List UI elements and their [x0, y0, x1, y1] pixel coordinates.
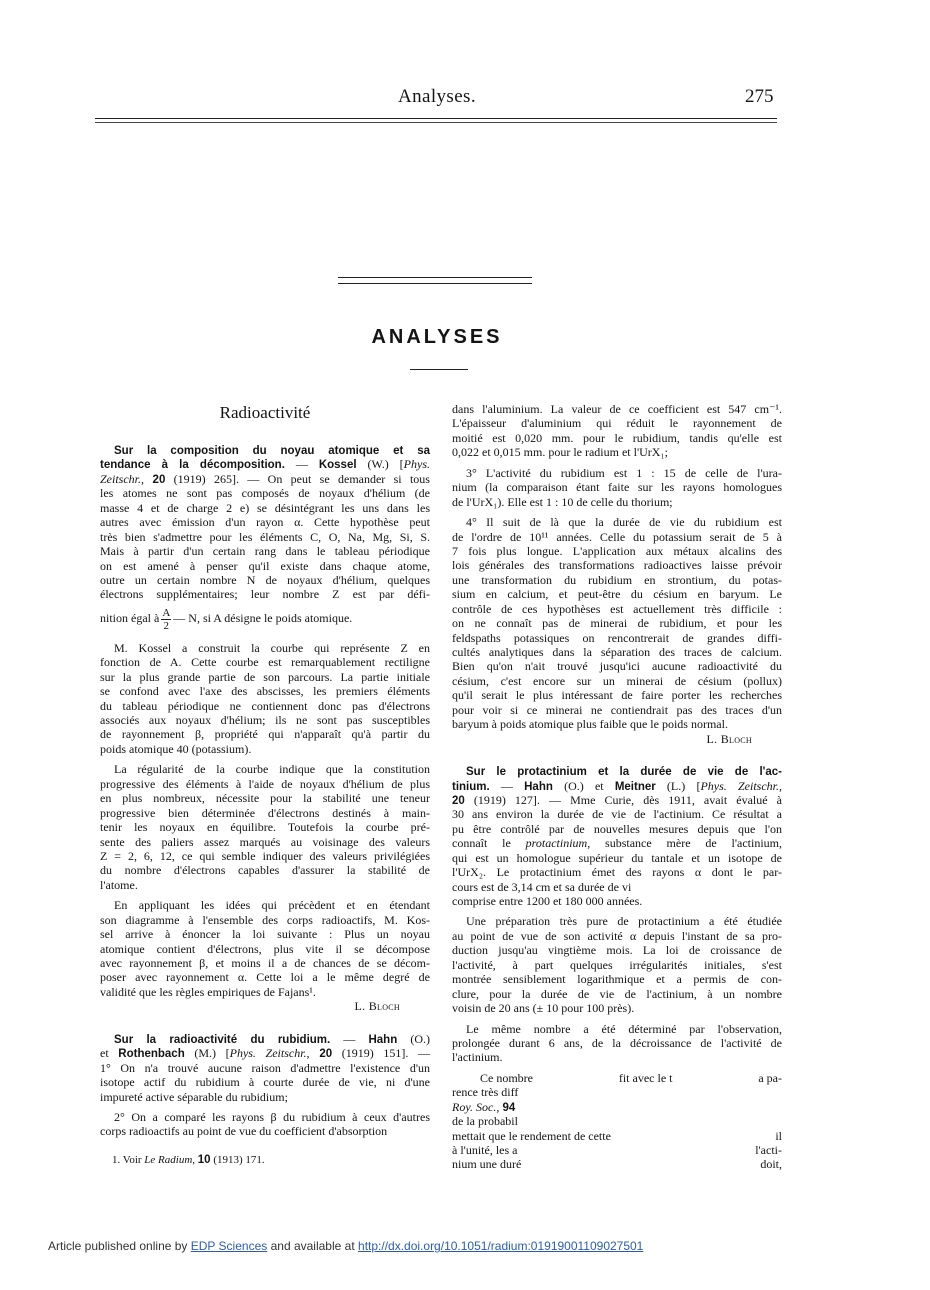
faded-text-line — [452, 1143, 782, 1157]
text-line — [452, 779, 782, 793]
text-span: (1919) 151]. — — [332, 1046, 430, 1061]
paragraph — [452, 1071, 782, 1172]
text-span: (1913) 171. — [210, 1154, 265, 1166]
text-line: Bien qu'on n'ait trouvé jusqu'ici aucune radioactivité du — [452, 659, 782, 674]
text-line: duction jusqu'au vingtième mois. La loi de croissance de — [452, 943, 782, 958]
text-span: — — [489, 778, 525, 793]
right-column — [452, 402, 782, 1172]
text-line: poser avec rayonnement α. Cette loi a le même degré de — [100, 970, 430, 985]
publication-notice — [48, 1238, 643, 1254]
text-line: du nombre d'électrons capables d'assurer la stabilité de — [100, 863, 430, 878]
text-span: — — [330, 1031, 369, 1046]
author-signature: L. Bloch — [706, 731, 752, 746]
text-span: nition égal à — [100, 610, 160, 625]
text-line: au point de vue de son activité α depuis l'instant de sa pro- — [452, 928, 782, 943]
article — [452, 402, 782, 746]
text-fragment: de la probabil — [452, 1114, 518, 1129]
text-line: avec rayonnement β, et moins il a de chances de se décom- — [100, 956, 430, 970]
text-line: de rayonnement β, propriété qui n'apparaît qu'à partir du — [100, 727, 430, 742]
ornament-double-rule — [338, 277, 532, 284]
text-line: fonction de A. Cette courbe est remarquablement rectiligne — [100, 655, 430, 670]
text-line: associés aux noyaux d'hélium; ils ne sont pas susceptibles — [100, 713, 430, 727]
text-line: masse 4 et de charge 2 e) se désintégrant les uns dans les — [100, 500, 430, 515]
text-line: La régularité de la courbe indique que la constitution — [114, 762, 430, 777]
text-line: prolongée durant 6 ans, de la décroissance de l'activité de — [452, 1035, 782, 1050]
article — [452, 764, 782, 1172]
text-line: poids atomique 40 (potassium). — [100, 741, 252, 756]
text-span: Sur la radioactivité du rubidium. — [114, 1033, 331, 1046]
text-line — [100, 1046, 430, 1060]
text-span: tendance à la décomposition. — [100, 459, 285, 472]
text-span: , — [192, 1154, 198, 1166]
text-line — [100, 443, 430, 457]
text-line: outre un certain nombre N de noyaux d'hélium, quelques — [100, 572, 430, 587]
text-line — [452, 793, 782, 807]
text-span: (L.) [ — [655, 778, 701, 793]
text-span: Sur le protactinium et la durée de vie de l'ac- — [466, 766, 782, 779]
faded-text-line — [452, 1085, 782, 1099]
text-line: nium (la comparaison étant faite sur les rayons homologues — [452, 480, 782, 495]
text-span: Phys. Zeitschr., — [229, 1046, 310, 1061]
author-signature: L. Bloch — [354, 999, 400, 1014]
faded-text-line — [452, 880, 782, 894]
text-line: 3° L'activité du rubidium est 1 : 15 de celle de l'ura- — [466, 465, 782, 480]
text-line: on est amené à penser qu'il existe dans chaque atome, — [100, 558, 430, 573]
article — [100, 443, 430, 1014]
article — [100, 1032, 430, 1139]
text-line: se confond avec l'axe des abscisses, les premiers éléments — [100, 684, 430, 699]
text-line: tenir les noyaux en équilibre. Toutefois la courbe pré- — [100, 820, 430, 835]
text-line: feldspaths potassiques on rencontrerait de grandes diffi- — [452, 630, 782, 645]
section-title: ANALYSES — [371, 326, 503, 348]
text-line: pu être contrôlé par de nouvelles mesures depuis que l'on — [452, 821, 782, 836]
text-line: sente des paliers assez marqués au voisinage des valeurs — [100, 834, 430, 849]
text-span: Phys. — [403, 457, 430, 472]
fraction-numerator: A — [162, 606, 171, 619]
text-line: M. Kossel a construit la courbe qui représente Z en — [114, 640, 430, 655]
publisher-link[interactable]: EDP Sciences — [190, 1239, 268, 1253]
text-line: progressive bien déterminée d'électrons destinés à main- — [100, 805, 430, 820]
paragraph — [452, 1022, 782, 1065]
page-number: 275 — [745, 86, 774, 107]
text-line: de l'ordre de 10¹¹ années. Celle du potassium serait de 5 à — [452, 529, 782, 544]
text-line: atomique contient d'électrons, plus vite il se décompose — [100, 941, 430, 956]
text-line — [100, 472, 430, 486]
faded-text-line — [452, 1157, 782, 1171]
paragraph — [100, 641, 430, 757]
text-span: Phys. Zeitschr., — [700, 778, 782, 793]
text-line: les atomes ne sont pas composés de noyaux d'hélium (de — [100, 486, 430, 501]
text-span: Roy. Soc., — [452, 1099, 500, 1114]
text-line: 2° On a comparé les rayons β du rubidium à ceux d'autres — [114, 1109, 430, 1124]
text-line: contrôle de ces hypothèses est actuellement très difficile : — [452, 601, 782, 616]
text-span: protactinium — [525, 836, 588, 851]
text-line: l'UrX₂. Le protactinium émet des rayons α dont le par- — [452, 865, 782, 880]
text-span: , substance mère de l'actinium, — [587, 836, 782, 851]
text-line: l'activité, à part quelques irrégularités initiales, s'est — [452, 957, 782, 972]
text-line: sur la plus grande partie de son parcours. La partie initiale — [100, 669, 430, 684]
text-span: (O.) — [397, 1031, 430, 1046]
text-line: Une préparation très pure de protactinium a été étudiée — [466, 914, 782, 929]
text-line — [100, 1032, 430, 1046]
paragraph — [100, 1032, 430, 1104]
text-span: (W.) [ — [356, 457, 404, 472]
text-line: 0,022 et 0,015 mm. pour le radium et l'UrX₁; — [452, 445, 668, 460]
text-span: 1. Voir — [112, 1154, 145, 1166]
header-double-rule — [95, 118, 777, 123]
text-line: cultés analytiques dans la séparation des traces de calcium. — [452, 645, 782, 659]
text-line: très bien s'admettre pour les éléments C, O, Na, Mg, Si, S. — [100, 529, 430, 544]
text-line: L'épaisseur d'aluminium qui réduit le rayonnement de — [452, 416, 782, 431]
text-fragment: à l'unité, les a — [452, 1143, 518, 1157]
text-fragment: rence très diff — [452, 1085, 519, 1100]
text-line: en plus nombreux, nécessite pour la stabilité une teneur — [100, 791, 430, 806]
text-line: on ne connaît pas de minerai de rubidium, et pour les — [452, 616, 782, 631]
text-line — [452, 836, 782, 850]
fraction — [161, 607, 171, 632]
doi-link[interactable]: http://dx.doi.org/10.1051/radium:01919001109027501 — [358, 1239, 644, 1253]
faded-text-line — [452, 1071, 782, 1085]
fraction-denominator: 2 — [163, 619, 170, 632]
text-line: sium en calcium, et peut-être du césium en baryum. Le — [452, 587, 782, 602]
text-line: pour voir si ce minerai ne contiendrait pas des traces d'un — [452, 702, 782, 717]
text-fragment: cours est de 3,14 cm et sa durée de vi — [452, 879, 632, 894]
text-span: Sur la composition du noyau atomique et sa — [114, 445, 430, 457]
footnote — [112, 1153, 265, 1167]
text-line: 30 ans environ la durée de vie de l'actinium. Ce résultat a — [452, 807, 782, 822]
text-line: sel arrive à énoncer la loi suivante : Plus un noyau — [100, 927, 430, 942]
text-line: Mais à partir d'un certain rang dans le tableau périodique — [100, 544, 430, 559]
text-fragment: doit, — [760, 1157, 782, 1172]
text-fragment — [452, 1100, 515, 1114]
text-span: — — [284, 457, 319, 472]
text-line: comprise entre 1200 et 180 000 années. — [452, 894, 643, 908]
running-head: Analyses. — [397, 86, 476, 107]
faded-text-line — [452, 1100, 782, 1114]
text-line: Le même nombre a été déterminé par l'observation, — [466, 1021, 782, 1036]
text-span: 20 — [452, 794, 465, 807]
faded-text-line — [452, 1114, 782, 1128]
text-line: de l'UrX₁). Elle est 1 : 10 de celle du thorium; — [452, 494, 673, 509]
text-span: Rothenbach — [118, 1048, 185, 1061]
text-line: l'actinium. — [452, 1050, 503, 1065]
paragraph — [452, 764, 782, 908]
text-fragment: l'acti- — [755, 1143, 782, 1157]
text-fragment: nium une duré — [452, 1157, 522, 1172]
text-line: dans l'aluminium. La valeur de ce coefficient est 547 cm⁻¹. — [452, 402, 782, 416]
paragraph — [100, 762, 430, 892]
text-span: tinium. — [452, 780, 490, 793]
faded-text-line — [452, 1129, 782, 1143]
paragraph — [100, 443, 430, 635]
left-column — [100, 402, 430, 1139]
text-fragment: mettait que le rendement de cette — [452, 1128, 611, 1143]
text-line: montrée sensiblement logarithmique et a permis de con- — [452, 972, 782, 987]
text-line — [100, 457, 430, 471]
text-line: En appliquant les idées qui précèdent et en étendant — [114, 898, 430, 913]
section-heading: Radioactivité — [219, 403, 311, 422]
text-line: son diagramme à l'ensemble des corps radioactifs, M. Kos- — [100, 912, 430, 927]
paragraph — [452, 466, 782, 509]
text-line: voisin de 20 ans (± 10 pour 100 près). — [452, 1001, 635, 1016]
text-span: (1919) 265]. — On peut se demander si tous — [165, 471, 430, 486]
paragraph — [452, 402, 782, 460]
text-line: l'atome. — [100, 877, 138, 892]
text-span: (M.) [ — [184, 1046, 230, 1061]
text-line: lois générales des transformations radioactives laisse prévoir — [452, 558, 782, 573]
text-line — [452, 764, 782, 778]
notice-prefix: Article published online by — [48, 1239, 188, 1253]
paragraph — [100, 898, 430, 999]
text-line: moitié est 0,020 mm. pour le rubidium, tandis qu'elle est — [452, 430, 782, 445]
text-span: — N, si A désigne le poids atomique. — [173, 610, 353, 625]
text-line: clure, pour la durée de vie de l'actinium, à un nombre — [452, 986, 782, 1001]
text-line: impureté active séparable du rubidium; — [100, 1089, 288, 1104]
text-fragment: il — [775, 1128, 782, 1143]
text-span: Zeitschr., — [100, 471, 145, 486]
text-line: 1° On n'a trouvé aucune raison d'admettre l'existence d'un — [100, 1060, 430, 1075]
text-fragment: a pa- — [758, 1070, 782, 1085]
text-span: Kossel — [318, 459, 357, 472]
text-line: 4° Il suit de là que la durée de vie du rubidium est — [466, 515, 782, 530]
text-line: Z = 2, 6, 12, ce qui semble indiquer des valeurs privilégiées — [100, 848, 430, 863]
text-line: baryum à poids atomique plus faible que le poids normal. — [452, 717, 728, 732]
text-line: une transformation du rubidium en strontium, du potas- — [452, 572, 782, 587]
text-line — [100, 602, 430, 635]
text-line: du tableau périodique ne contiennent donc pas d'électrons — [100, 698, 430, 713]
text-line: progressive des éléments à l'aide de noyaux d'hélium de plus — [100, 776, 430, 791]
text-fragment: Ce nombre — [480, 1070, 533, 1085]
text-line: césium, c'est encore sur un minerai de césium (pollux) — [452, 673, 782, 688]
text-span: 20 — [144, 473, 166, 486]
text-span: connaît le — [452, 836, 526, 851]
text-span: 10 — [197, 1154, 211, 1166]
text-span: Le Radium — [144, 1154, 193, 1166]
text-span: (1919) 127]. — Mme Curie, dès 1911, avait évalué à — [464, 792, 782, 807]
text-line: électrons supplémentaires; leur nombre Z est par défi- — [100, 587, 430, 602]
text-span: Hahn — [368, 1033, 398, 1046]
paragraph — [100, 1110, 430, 1139]
text-span: et — [100, 1046, 119, 1061]
text-line: qui est un homologue supérieur du tantale et un isotope de — [452, 850, 782, 865]
text-span: Hahn — [524, 780, 553, 793]
text-line: 7 fois plus longue. L'application aux métaux alcalins des — [452, 543, 782, 558]
notice-middle: and available at — [270, 1239, 355, 1253]
text-line: isotope actif du rubidium à courte durée de vie, ni d'une — [100, 1075, 430, 1090]
text-span: (O.) et — [552, 778, 615, 793]
text-span: 94 — [499, 1101, 516, 1114]
text-fragment: fit avec le t — [618, 1070, 673, 1085]
text-span: 20 — [309, 1048, 333, 1061]
text-line: corps radioactifs au point de vue du coefficient d'absorption — [100, 1124, 388, 1139]
text-line: qu'il serait le plus intéressant de faire porter les recherches — [452, 688, 782, 703]
paragraph — [452, 515, 782, 732]
text-span: Meitner — [614, 780, 656, 793]
paragraph — [452, 914, 782, 1015]
title-underline-rule — [410, 369, 468, 370]
text-line: autres avec émission d'un rayon α. Cette hypothèse peut — [100, 515, 430, 530]
text-line: validité que les règles empiriques de Fajans¹. — [100, 984, 316, 999]
